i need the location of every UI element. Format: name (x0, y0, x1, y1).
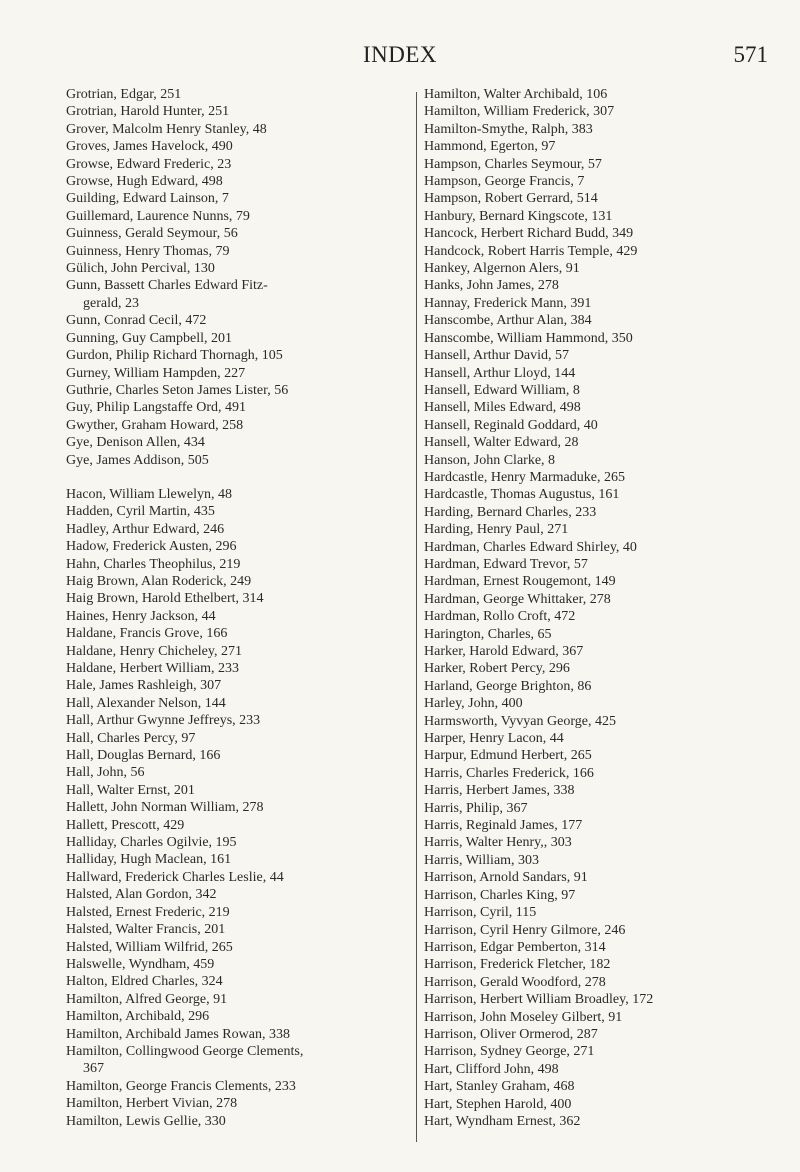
index-entry: Gülich, John Percival, 130 (66, 261, 215, 277)
index-entry: Hanscombe, Arthur Alan, 384 (424, 313, 592, 329)
index-entry: Halsted, Walter Francis, 201 (66, 922, 226, 938)
index-entry: Harmsworth, Vyvyan George, 425 (424, 713, 616, 729)
index-entry: Haines, Henry Jackson, 44 (66, 608, 216, 624)
index-entry: Harding, Bernard Charles, 233 (424, 504, 597, 520)
index-entry: Haig Brown, Harold Ethelbert, 314 (66, 591, 264, 607)
index-entry: Gunning, Guy Campbell, 201 (66, 330, 233, 346)
index-entry: Gunn, Conrad Cecil, 472 (66, 313, 207, 329)
index-entry: Gurdon, Philip Richard Thornagh, 105 (66, 348, 283, 364)
index-entry: Gye, James Addison, 505 (66, 452, 209, 468)
index-entry: Hamilton-Smythe, Ralph, 383 (424, 121, 593, 137)
index-entry: Hadden, Cyril Martin, 435 (66, 504, 215, 520)
index-entry: Hardman, Ernest Rougemont, 149 (424, 574, 616, 590)
index-entry: Hall, Arthur Gwynne Jeffreys, 233 (66, 713, 261, 729)
index-entry: Harker, Robert Percy, 296 (424, 661, 570, 677)
index-entry: Hansell, Walter Edward, 28 (424, 435, 579, 451)
running-head (0, 42, 800, 72)
index-entry: Growse, Edward Frederic, 23 (66, 156, 232, 172)
index-entry: Halton, Eldred Charles, 324 (66, 974, 223, 990)
index-entry: Harrison, Sydney George, 271 (424, 1044, 595, 1060)
index-entry: Hamilton, George Francis Clements, 233 (66, 1078, 296, 1094)
index-entry: Harrison, Gerald Woodford, 278 (424, 974, 606, 990)
index-entry: Hansell, Miles Edward, 498 (424, 400, 581, 416)
index-entry: Hallett, John Norman William, 278 (66, 800, 264, 816)
index-entry: Harris, Walter Henry,, 303 (424, 835, 572, 851)
index-entry: Harrison, Charles King, 97 (424, 887, 576, 903)
index-entry: Groves, James Havelock, 490 (66, 139, 233, 155)
index-entry: Hanscombe, William Hammond, 350 (424, 330, 633, 346)
index-entry: Hamilton, Alfred George, 91 (66, 991, 228, 1007)
index-entry: Harker, Harold Edward, 367 (424, 644, 584, 659)
index-entry: gerald, 23 (83, 295, 139, 311)
index-entry: Halswelle, Wyndham, 459 (66, 956, 215, 972)
index-entry: Harley, John, 400 (424, 696, 523, 712)
index-entry: Hardman, Edward Trevor, 57 (424, 556, 588, 572)
index-entry: Hamilton, Lewis Gellie, 330 (66, 1113, 226, 1129)
index-entry: Harris, Philip, 367 (424, 800, 528, 816)
index-entry: Harrison, Oliver Ormerod, 287 (424, 1026, 598, 1042)
index-entry: Hart, Stephen Harold, 400 (424, 1096, 572, 1112)
index-entry: Harrison, Cyril, 115 (424, 905, 537, 921)
index-entry: Hanson, John Clarke, 8 (424, 452, 556, 468)
index-entry: Hamilton, Walter Archibald, 106 (424, 87, 608, 102)
index-entry: Hansell, Reginald Goddard, 40 (424, 417, 598, 433)
index-entry: Hardman, Rollo Croft, 472 (424, 609, 576, 625)
index-entry: Haldane, Francis Grove, 166 (66, 626, 228, 642)
index-entry: Harrison, Herbert William Broadley, 172 (424, 992, 654, 1008)
index-entry: Grotrian, Edgar, 251 (66, 87, 182, 102)
index-entry: Hampson, Robert Gerrard, 514 (424, 191, 598, 207)
index-entry: Hall, Walter Ernst, 201 (66, 782, 195, 798)
index-entry: Hardman, George Whittaker, 278 (424, 591, 611, 607)
index-entry: Hammond, Egerton, 97 (424, 139, 556, 155)
index-entry: Hardcastle, Henry Marmaduke, 265 (424, 469, 625, 485)
index-entry: Hall, Douglas Bernard, 166 (66, 748, 221, 764)
index-entry: Grover, Malcolm Henry Stanley, 48 (66, 121, 267, 137)
index-entry: Guillemard, Laurence Nunns, 79 (66, 208, 250, 224)
index-entry: Hart, Clifford John, 498 (424, 1061, 559, 1077)
index-entry: Halliday, Charles Ogilvie, 195 (66, 835, 237, 851)
index-entry: Hadley, Arthur Edward, 246 (66, 521, 225, 537)
index-entry: 367 (83, 1061, 104, 1077)
index-entry: Harris, Reginald James, 177 (424, 818, 583, 834)
index-entry: Harrison, Cyril Henry Gilmore, 246 (424, 922, 626, 938)
index-entry: Harris, Charles Frederick, 166 (424, 765, 594, 781)
index-entry: Hannay, Frederick Mann, 391 (424, 295, 592, 311)
index-entry: Handcock, Robert Harris Temple, 429 (424, 243, 638, 259)
index-entry: Harper, Henry Lacon, 44 (424, 731, 564, 747)
index-entry: Harris, Herbert James, 338 (424, 783, 575, 799)
index-entry: Haldane, Herbert William, 233 (66, 661, 239, 676)
index-entry: Hallward, Frederick Charles Leslie, 44 (66, 869, 284, 885)
index-entry: Hampson, George Francis, 7 (424, 174, 585, 190)
index-entry: Hamilton, Archibald James Rowan, 338 (66, 1026, 290, 1042)
index-entry: Hall, Charles Percy, 97 (66, 730, 196, 746)
index-entry: Gye, Denison Allen, 434 (66, 435, 205, 451)
index-entry: Hamilton, Archibald, 296 (66, 1009, 210, 1025)
index-entry: Growse, Hugh Edward, 498 (66, 174, 223, 190)
index-entry: Hart, Wyndham Ernest, 362 (424, 1113, 581, 1129)
index-entry: Guy, Philip Langstaffe Ord, 491 (66, 400, 247, 416)
index-entry: Hansell, Arthur Lloyd, 144 (424, 365, 576, 381)
letter-group-gap (66, 469, 406, 486)
index-entry: Guthrie, Charles Seton James Lister, 56 (66, 382, 289, 398)
index-entry: Hardcastle, Thomas Augustus, 161 (424, 487, 620, 503)
index-entry: Halsted, Alan Gordon, 342 (66, 887, 217, 903)
index-entry: Harpur, Edmund Herbert, 265 (424, 748, 592, 764)
index-entry: Harding, Henry Paul, 271 (424, 522, 569, 538)
index-entry: Halsted, Ernest Frederic, 219 (66, 904, 230, 920)
index-entry: Harrison, Arnold Sandars, 91 (424, 870, 588, 886)
index-entry: Hart, Stanley Graham, 468 (424, 1079, 575, 1095)
index-entry: Haig Brown, Alan Roderick, 249 (66, 573, 252, 589)
index-entry: Hallett, Prescott, 429 (66, 817, 185, 833)
index-entry: Gwyther, Graham Howard, 258 (66, 417, 244, 433)
index-entry: Hamilton, William Frederick, 307 (424, 104, 615, 120)
index-entry: Harrison, Frederick Fletcher, 182 (424, 957, 611, 973)
index-entry: Hall, Alexander Nelson, 144 (66, 695, 226, 711)
index-entry: Gurney, William Hampden, 227 (66, 365, 246, 381)
index-entry: Hardman, Charles Edward Shirley, 40 (424, 539, 637, 555)
index-entry: Hacon, William Llewelyn, 48 (66, 486, 232, 502)
index-entry: Hale, James Rashleigh, 307 (66, 678, 222, 694)
index-entry: Harris, William, 303 (424, 852, 540, 868)
index-entry: Harington, Charles, 65 (424, 626, 552, 642)
index-entry: Hankey, Algernon Alers, 91 (424, 261, 580, 277)
column-divider (416, 92, 417, 1142)
index-entry: Halliday, Hugh Maclean, 161 (66, 852, 232, 868)
index-entry: Haldane, Henry Chicheley, 271 (66, 643, 242, 659)
index-entry: Harrison, Edgar Pemberton, 314 (424, 939, 606, 955)
index-entry: Guilding, Edward Lainson, 7 (66, 191, 229, 207)
page-number: 571 (733, 42, 768, 67)
index-entry: Hanks, John James, 278 (424, 278, 559, 294)
index-entry: Guinness, Gerald Seymour, 56 (66, 226, 238, 242)
index-entry: Hampson, Charles Seymour, 57 (424, 156, 602, 172)
index-column-right (424, 86, 784, 1130)
index-entry: Hansell, Arthur David, 57 (424, 348, 570, 364)
index-entry: Guinness, Henry Thomas, 79 (66, 243, 230, 259)
page-title: INDEX (362, 42, 438, 67)
index-entry: Hancock, Herbert Richard Budd, 349 (424, 226, 634, 242)
index-entry: Hanbury, Bernard Kingscote, 131 (424, 208, 613, 224)
index-column-left (66, 86, 406, 1130)
index-entry: Hall, John, 56 (66, 765, 145, 781)
index-entry: Hansell, Edward William, 8 (424, 382, 580, 398)
index-entry: Gunn, Bassett Charles Edward Fitz- (66, 278, 268, 294)
index-entry: Hahn, Charles Theophilus, 219 (66, 556, 241, 572)
index-entry: Harland, George Brighton, 86 (424, 678, 592, 694)
index-entry: Grotrian, Harold Hunter, 251 (66, 104, 230, 120)
index-entry: Hamilton, Collingwood George Clements, (66, 1043, 304, 1059)
index-entry: Hamilton, Herbert Vivian, 278 (66, 1096, 238, 1112)
index-entry: Harrison, John Moseley Gilbert, 91 (424, 1009, 623, 1025)
index-entry: Halsted, William Wilfrid, 265 (66, 939, 233, 955)
index-entry: Hadow, Frederick Austen, 296 (66, 539, 237, 555)
